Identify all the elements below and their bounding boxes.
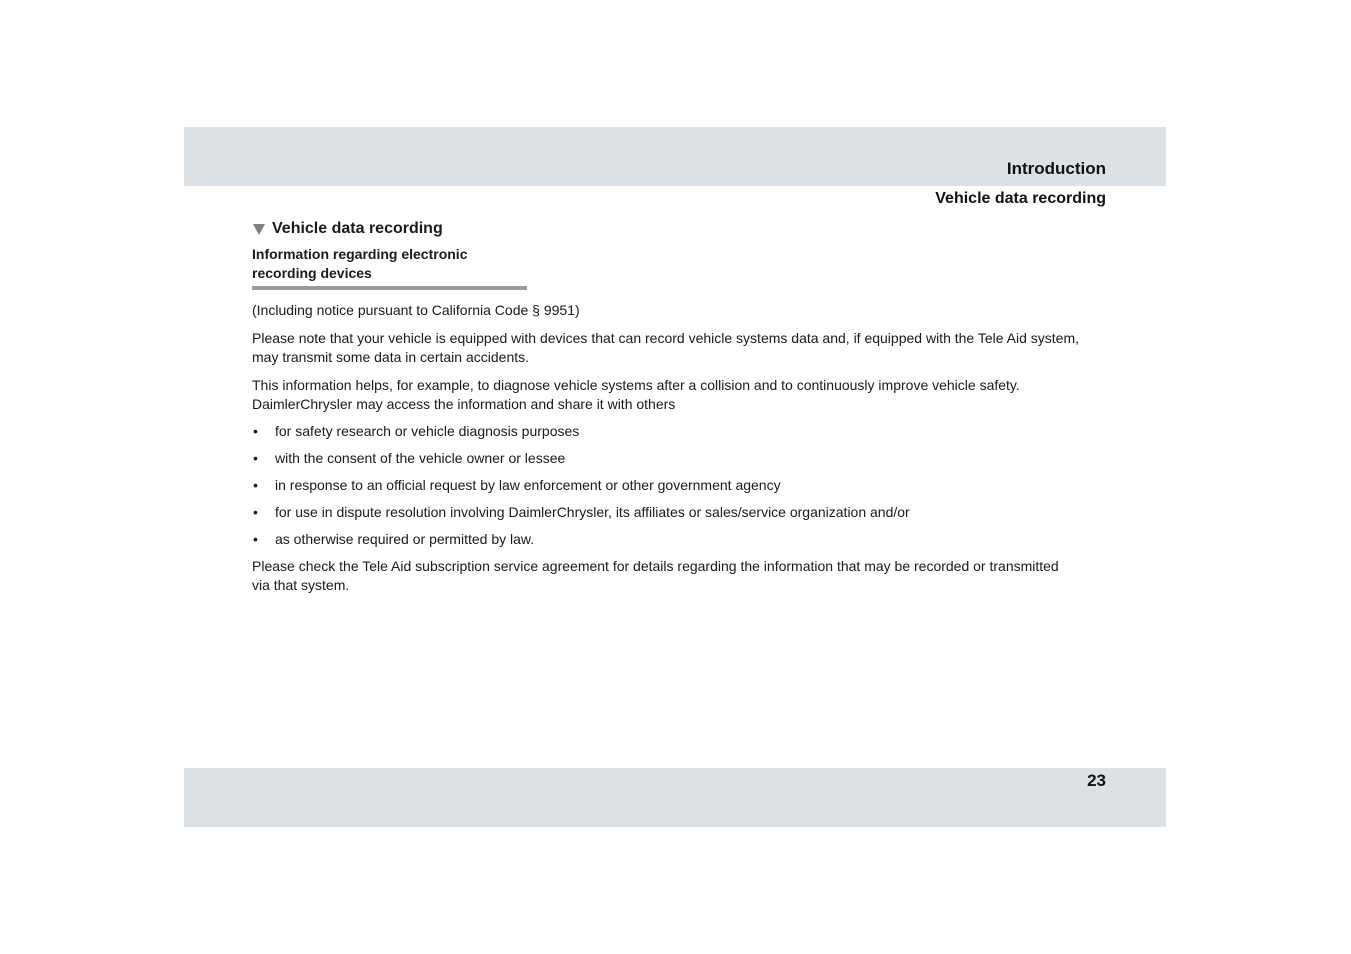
list-item-text: as otherwise required or permitted by law. [275,530,535,547]
list-item [252,503,1112,523]
bullet-dot: • [253,503,258,520]
footer-band [184,768,1166,827]
california-notice: (Including notice pursuant to California Code § 9951) [252,302,580,318]
paragraph-equipment-line1: Please note that your vehicle is equipped with devices that can record vehicle systems data and, if equipped with the Tele Aid system, [252,329,1079,346]
paragraph-equipment [252,329,1112,368]
main-content [252,218,1112,596]
bullet-dot: • [253,476,258,493]
sharing-purposes-list [252,422,1112,550]
list-item [252,476,1112,496]
paragraph-tele-aid-line2: via that system. [252,577,350,594]
list-item [252,449,1112,469]
list-item-text: for use in dispute resolution involving DaimlerChrysler, its affiliates or sales/service organization and/or [275,503,910,520]
bullet-dot: • [253,449,258,466]
bullet-dot: • [253,530,258,547]
list-item [252,422,1112,442]
sub-heading-line2: recording devices [252,265,372,281]
paragraph-information-use [252,376,1112,415]
paragraph-information-use-line2: DaimlerChrysler may access the information and share it with others [252,396,676,412]
list-item-text: with the consent of the vehicle owner or lessee [275,449,566,466]
list-item-text: in response to an official request by law enforcement or other government agency [275,476,781,493]
triangle-down-icon [253,224,265,235]
paragraph-information-use-line1: This information helps, for example, to diagnose vehicle systems after a collision and to continuously improve vehicle safety. [252,376,1020,393]
list-item [252,530,1112,550]
main-heading [252,218,1112,240]
chapter-title: Introduction [1006,159,1106,178]
sub-heading [252,245,527,290]
paragraph-equipment-line2: may transmit some data in certain accidents. [252,349,530,365]
page-number: 23 [1087,771,1106,790]
list-item-text: for safety research or vehicle diagnosis purposes [275,422,580,439]
paragraph-tele-aid-line1: Please check the Tele Aid subscription service agreement for details regarding the information that may be recorded or transmitted [252,557,1059,574]
sub-heading-line1: Information regarding electronic [252,246,468,262]
bullet-dot: • [253,422,258,439]
main-heading-text: Vehicle data recording [272,220,443,238]
paragraph-tele-aid [252,557,1112,596]
section-title: Vehicle data recording [935,190,1106,207]
